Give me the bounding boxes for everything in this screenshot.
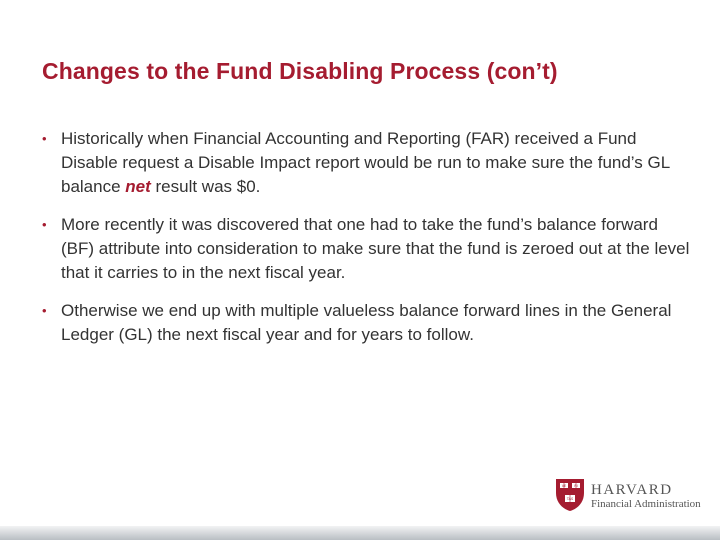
slide-title: Changes to the Fund Disabling Process (con’t) — [42, 58, 558, 84]
harvard-shield-icon — [555, 478, 585, 512]
bullet-marker: • — [42, 131, 47, 146]
bullet-marker: • — [42, 303, 47, 318]
bullet-2-text: More recently it was discovered that one had to take the fund’s balance forward (BF) attribute into consideration to make sure that the fund is zeroed out at the level that it carries to in the next fiscal year. — [61, 215, 690, 282]
shield-motto-3: TAS — [566, 497, 574, 501]
bullet-3-text: Otherwise we end up with multiple valueless balance forward lines in the General Ledger (GL) the next fiscal year and for years to follow. — [61, 301, 672, 344]
bullet-1-emphasis: net — [125, 177, 151, 196]
bullet-item-2 — [42, 213, 692, 285]
bullet-item-3 — [42, 299, 692, 347]
shield-motto-2: RI — [574, 484, 578, 489]
bullet-item-1 — [42, 127, 692, 199]
bullet-1-text-start: Historically when Financial Accounting and Reporting (FAR) received a Fund Disable request a Disable Impact report would be run to make sure the fund’s GL balance — [61, 129, 670, 196]
bullet-list — [42, 127, 692, 361]
logo-name: HARVARD — [591, 482, 673, 498]
logo-subtitle: Financial Administration — [591, 498, 701, 510]
bottom-bar — [0, 526, 720, 540]
bullet-1-text-end: result was $0. — [150, 177, 261, 196]
shield-motto-1: VE — [561, 484, 567, 489]
bullet-marker: • — [42, 217, 47, 232]
